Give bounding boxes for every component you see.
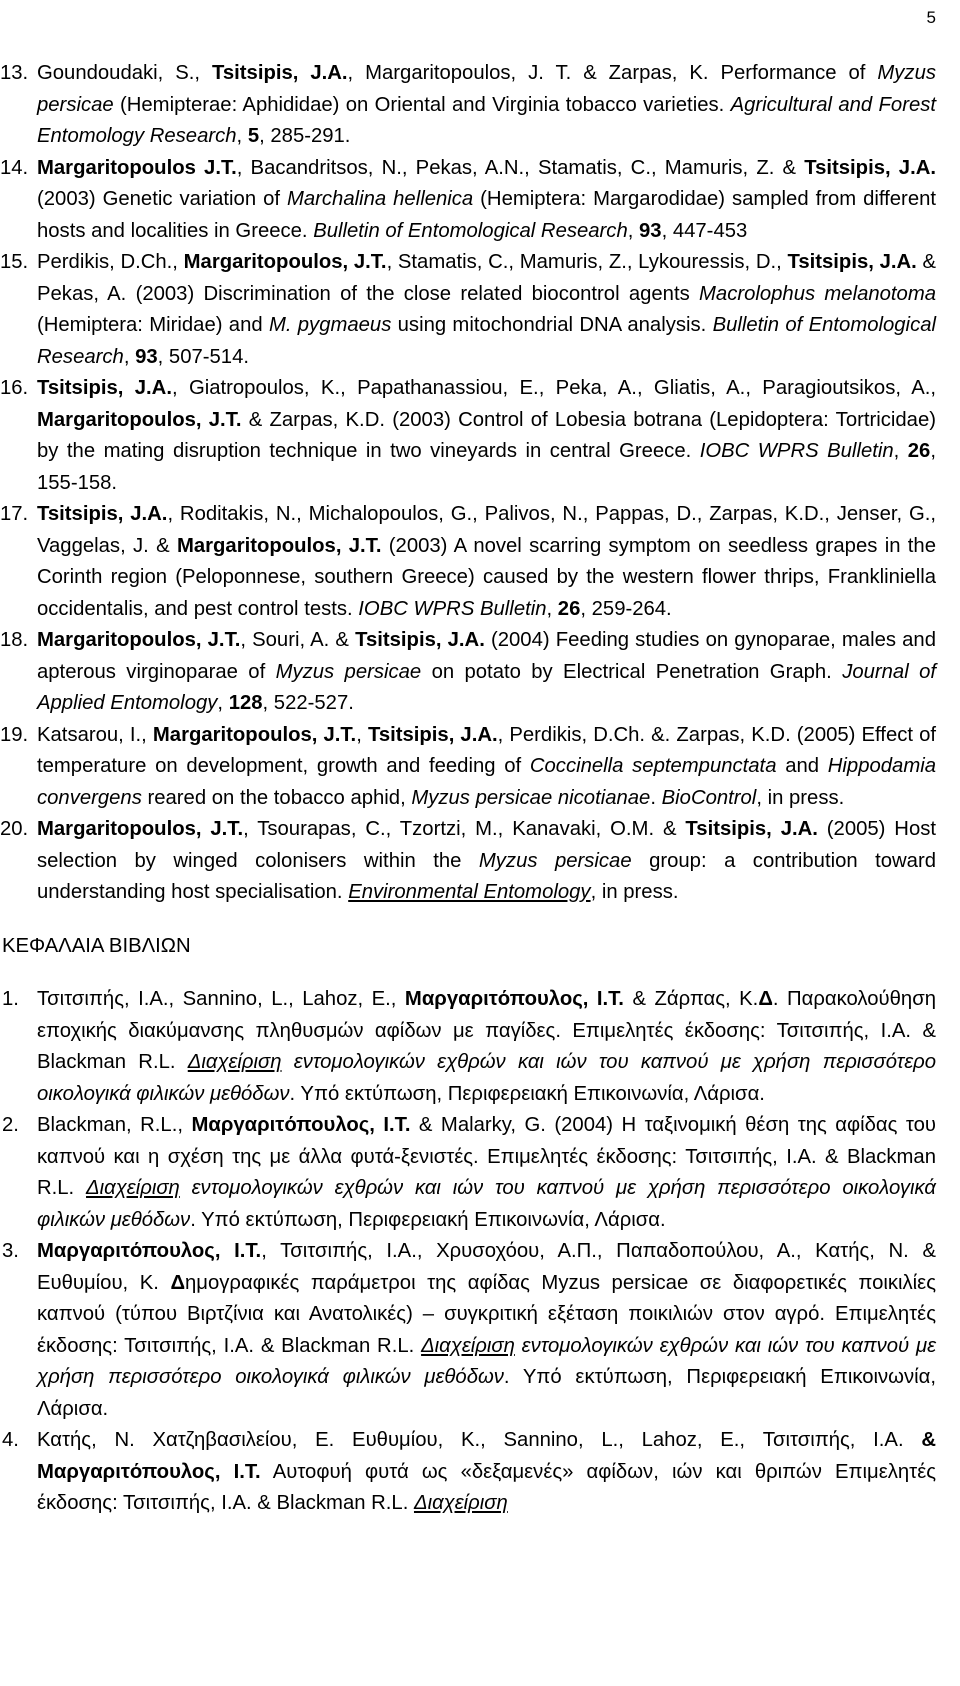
entry-text: Δ bbox=[170, 1271, 186, 1294]
entry-text: , bbox=[893, 440, 908, 462]
entry-number: 17. bbox=[0, 503, 29, 525]
entry-text: & Pekas, A. (2003) Discrimination of the close related biocontrol agents bbox=[37, 251, 937, 305]
entry-text: 5 bbox=[247, 125, 260, 147]
entry-text: on potato by Electrical Penetration Graph. bbox=[421, 660, 843, 683]
entry-text: , bbox=[123, 345, 136, 368]
entry-text: Myzus persicae bbox=[275, 660, 422, 683]
entry-text: Margaritopoulos, J.T. bbox=[183, 251, 387, 273]
entry-text: , Τσιτσιπής, Ι.Α., Χρυσοχόου, Α.Π., Παπαδοπούλου, Α., Κατής, Ν. & Ευθυμίου, Κ. bbox=[37, 1240, 937, 1294]
entry-text: Hippodamia convergens bbox=[37, 755, 936, 809]
entry-text: (2005) Host selection by winged colonisers within the bbox=[37, 818, 937, 872]
entry-text: Marchalina hellenica bbox=[286, 188, 474, 210]
reference-entry bbox=[0, 373, 936, 499]
entry-text: Bulletin of Entomological Research bbox=[313, 219, 628, 242]
entry-text: Tsitsipis, J.A. bbox=[787, 251, 917, 273]
document-body bbox=[0, 58, 936, 1520]
entry-text: . Υπό εκτύπωση, Περιφερειακή Επικοινωνία, Λάρισα. bbox=[289, 1082, 765, 1105]
entry-text: , 285-291. bbox=[259, 125, 351, 147]
entry-text: , 507-514. bbox=[157, 345, 249, 368]
entry-number: 18. bbox=[0, 629, 29, 651]
chapter-entry bbox=[0, 1425, 936, 1520]
entry-text: (Hemipterae: Aphididae) on Oriental and Virginia tobacco varieties. bbox=[113, 93, 731, 116]
entry-text: Διαχείριση bbox=[86, 1177, 180, 1199]
reference-entry bbox=[0, 499, 936, 625]
entry-text: IOBC WPRS Bulletin bbox=[699, 440, 894, 462]
entry-text: Myzus persicae bbox=[37, 62, 936, 116]
entry-text: Δ bbox=[758, 988, 773, 1010]
entry-text: group: a contribution toward understanding host specialisation. bbox=[37, 849, 936, 903]
entry-text: Κατής, Ν. Χατζηβασιλείου, Ε. Ευθυμίου, Κ., Sannino, L., Lahoz, E., Τσιτσιπής, Ι.Α. bbox=[37, 1429, 922, 1451]
entry-text: . Παρακολούθηση εποχικής διακύμανσης πληθυσμών αφίδων με παγίδες. Επιμελητές έκδοσης: Τσιτσιπής, Ι.Α. & Blackman R.L. bbox=[37, 988, 936, 1073]
entry-text: , bbox=[236, 125, 248, 147]
entry-text: εντομολογικών εχθρών και ιών του καπνού με χρήση περισσότερο οικολογικά φιλικών μεθόδων bbox=[37, 1334, 936, 1388]
entry-text: Katsarou, I., bbox=[37, 723, 153, 746]
entry-text: Tsitsipis, J.A. bbox=[355, 629, 485, 651]
entry-text: IOBC WPRS Bulletin bbox=[358, 597, 547, 620]
entry-text: , Souri, A. & bbox=[240, 629, 356, 651]
entry-number: 4. bbox=[2, 1429, 19, 1451]
entry-text: Τσιτσιπής, Ι.Α., Sannino, L., Lahoz, E., bbox=[37, 988, 405, 1010]
entry-text: ημογραφικές παράμετροι της αφίδας Myzus persicae σε διαφορετικές ποικιλίες καπνού (τύπου Βιρτζίνια και Ανατολικές) – συγκριτική εξέταση ποικιλιών στον αγρό. Επιμελητές έκδοσης: Τσιτσιπής, Ι.Α. & Blackman R.L. bbox=[37, 1271, 936, 1357]
entry-text: , bbox=[627, 219, 640, 242]
entry-text: using mitochondrial DNA analysis. bbox=[391, 314, 713, 336]
entry-text: & Ζάρπας, Κ. bbox=[623, 988, 759, 1010]
entry-text: & Malarky, G. (2004) Η ταξινομική θέση της αφίδας του καπνού και η σχέση της με άλλα φυτά-ξενιστές. Επιμελητές έκδοσης: Τσιτσιπής, Ι.Α. & Blackman R.L. bbox=[37, 1114, 936, 1199]
entry-text: Agricultural and Forest Entomology Research bbox=[37, 93, 937, 147]
entry-text: , 447-453 bbox=[661, 219, 748, 242]
entry-text: , Tsourapas, C., Tzortzi, M., Kanavaki, O.M. & bbox=[243, 818, 686, 840]
entry-text: Tsitsipis, J.A. bbox=[211, 62, 348, 84]
reference-entry bbox=[0, 625, 936, 720]
entry-text: Margaritopoulos, J.T. bbox=[152, 723, 357, 746]
entry-text: , bbox=[217, 692, 229, 714]
entry-number: 20. bbox=[0, 818, 29, 840]
entry-text: Tsitsipis, J.A. bbox=[685, 818, 818, 840]
entry-text: 93 bbox=[135, 345, 158, 368]
entry-text: and bbox=[776, 755, 828, 777]
page-number: 5 bbox=[926, 8, 936, 27]
entry-text: , bbox=[546, 597, 558, 620]
entry-text: Μαργαριτόπουλος, Ι.Τ. bbox=[191, 1114, 411, 1136]
chapter-entry bbox=[0, 1236, 936, 1425]
entry-text: , 155-158. bbox=[37, 440, 936, 494]
entry-text: εντομολογικών εχθρών και ιών του καπνού με χρήση περισσότερο οικολογικά φιλικών μεθόδων bbox=[37, 1051, 937, 1105]
entry-number: 19. bbox=[0, 723, 29, 746]
entry-text: Tsitsipis, J.A. bbox=[37, 503, 168, 525]
entry-text: Goundoudaki, S., bbox=[37, 62, 212, 84]
entry-text: , Stamatis, C., Mamuris, Z., Lykouressis, D., bbox=[386, 251, 788, 273]
entry-text: Blackman, R.L., bbox=[37, 1114, 192, 1136]
entry-text: BioControl bbox=[661, 786, 757, 809]
entry-text: , Margaritopoulos, J. T. & Zarpas, K. Performance of bbox=[347, 62, 878, 84]
reference-entry bbox=[0, 720, 936, 815]
entry-text: , bbox=[356, 723, 368, 746]
entry-text: Tsitsipis, J.A. bbox=[37, 377, 172, 399]
entry-text: Coccinella septempunctata bbox=[529, 755, 777, 777]
entry-text: (2003) Genetic variation of bbox=[37, 188, 287, 210]
entry-text: Margaritopoulos, J.T. bbox=[176, 534, 382, 557]
reference-entry bbox=[0, 58, 936, 153]
publication-list bbox=[0, 58, 936, 909]
entry-text: Διαχείριση bbox=[187, 1051, 282, 1073]
entry-number: 16. bbox=[0, 377, 29, 399]
entry-text: 128 bbox=[228, 692, 263, 714]
entry-number: 15. bbox=[0, 251, 29, 273]
entry-text: , Perdikis, D.Ch. &. Zarpas, K.D. (2005) Effect of temperature on development, growth and feeding of bbox=[37, 723, 937, 777]
reference-entry bbox=[0, 153, 936, 248]
entry-text: , 259-264. bbox=[580, 597, 672, 620]
entry-text: . bbox=[650, 786, 662, 809]
entry-text: Bulletin of Entomological Research bbox=[37, 314, 936, 368]
entry-text: (Hemiptera: Miridae) and bbox=[37, 314, 269, 336]
entry-text: , Bacandritsos, N., Pekas, A.N., Stamatis, C., Mamuris, Z. & bbox=[236, 156, 805, 179]
entry-number: 13. bbox=[0, 62, 29, 84]
entry-text: , in press. bbox=[590, 881, 679, 903]
book-chapter-list bbox=[0, 984, 936, 1520]
entry-text: Margaritopoulos, J.T. bbox=[37, 818, 244, 840]
section-heading: ΚΕΦΑΛΑΙΑ ΒΙΒΛΙΩΝ bbox=[2, 934, 191, 957]
entry-text: 93 bbox=[639, 219, 662, 242]
entry-text: Tsitsipis, J.A. bbox=[367, 723, 498, 746]
entry-number: 3. bbox=[2, 1240, 19, 1262]
entry-text: Μαργαριτόπουλος, Ι.Τ. bbox=[404, 988, 624, 1010]
entry-text: 26 bbox=[907, 440, 931, 462]
entry-text: . Υπό εκτύπωση, Περιφερειακή Επικοινωνία, Λάρισα. bbox=[190, 1208, 666, 1231]
entry-text: (2003) A novel scarring symptom on seedless grapes in the Corinth region (Peloponnese, southern Greece) caused by the western flower thrips, Frankliniella occidentalis, and pest control tests. bbox=[37, 534, 936, 620]
entry-text: Perdikis, D.Ch., bbox=[37, 251, 184, 273]
entry-text: Myzus persicae bbox=[478, 849, 632, 872]
entry-text: , 522-527. bbox=[262, 692, 354, 714]
entry-number: 1. bbox=[2, 988, 19, 1010]
entry-text: Macrolophus melanotoma bbox=[699, 282, 937, 305]
chapter-entry bbox=[0, 1110, 936, 1236]
entry-text: Διαχείριση bbox=[413, 1492, 508, 1514]
entry-text: . Υπό εκτύπωση, Περιφερειακή Επικοινωνία, Λάρισα. bbox=[37, 1366, 936, 1420]
entry-text: & Μαργαριτόπουλος, Ι.Τ. bbox=[37, 1429, 936, 1483]
entry-text: , Giatropoulos, K., Papathanassiou, E., Peka, A., Gliatis, A., Paragioutsikos, A., bbox=[171, 377, 936, 399]
entry-text: Margaritopoulos, J.T. bbox=[37, 408, 242, 431]
entry-text: Environmental Entomology bbox=[348, 881, 591, 903]
entry-text: εντομολογικών εχθρών και ιών του καπνού με χρήση περισσότερο οικολογικά φιλικών μεθόδων bbox=[37, 1177, 936, 1231]
entry-text: & Zarpas, K.D. (2003) Control of Lobesia botrana (Lepidoptera: Tortricidae) by the mating disruption technique in two vineyards in central Greece. bbox=[37, 408, 936, 462]
entry-text: Margaritopoulos, J.T. bbox=[37, 629, 241, 651]
entry-text: (Hemiptera: Margarodidae) sampled from different hosts and localities in Greece. bbox=[37, 188, 937, 242]
entry-text: 26 bbox=[557, 597, 581, 620]
chapter-entry bbox=[0, 984, 936, 1110]
entry-text: , in press. bbox=[756, 786, 845, 809]
reference-entry bbox=[0, 247, 936, 373]
entry-number: 14. bbox=[0, 156, 29, 179]
entry-text: reared on the tobacco aphid, bbox=[141, 786, 412, 809]
entry-text: Margaritopoulos J.T. bbox=[37, 156, 237, 179]
entry-text: Journal of Applied Entomology bbox=[37, 660, 936, 714]
entry-text: Tsitsipis, J.A. bbox=[804, 156, 936, 179]
entry-text: Μαργαριτόπουλος, Ι.Τ. bbox=[37, 1240, 262, 1262]
entry-text: , Roditakis, N., Michalopoulos, G., Palivos, N., Pappas, D., Zarpas, K.D., Jenser, G., Vaggelas, J. & bbox=[37, 503, 936, 557]
entry-text: Myzus persicae nicotianae bbox=[411, 786, 651, 809]
entry-text: Αυτοφυή φυτά ως «δεξαμενές» αφίδων, ιών και θριπών Επιμελητές έκδοσης: Τσιτσιπής, Ι.Α. & Blackman R.L. bbox=[37, 1460, 937, 1514]
entry-text: Διαχείριση bbox=[421, 1334, 515, 1357]
entry-text: M. pygmaeus bbox=[268, 314, 392, 336]
entry-number: 2. bbox=[2, 1114, 19, 1136]
reference-entry bbox=[0, 814, 936, 909]
entry-text: (2004) Feeding studies on gynoparae, males and apterous virginoparae of bbox=[37, 629, 936, 683]
